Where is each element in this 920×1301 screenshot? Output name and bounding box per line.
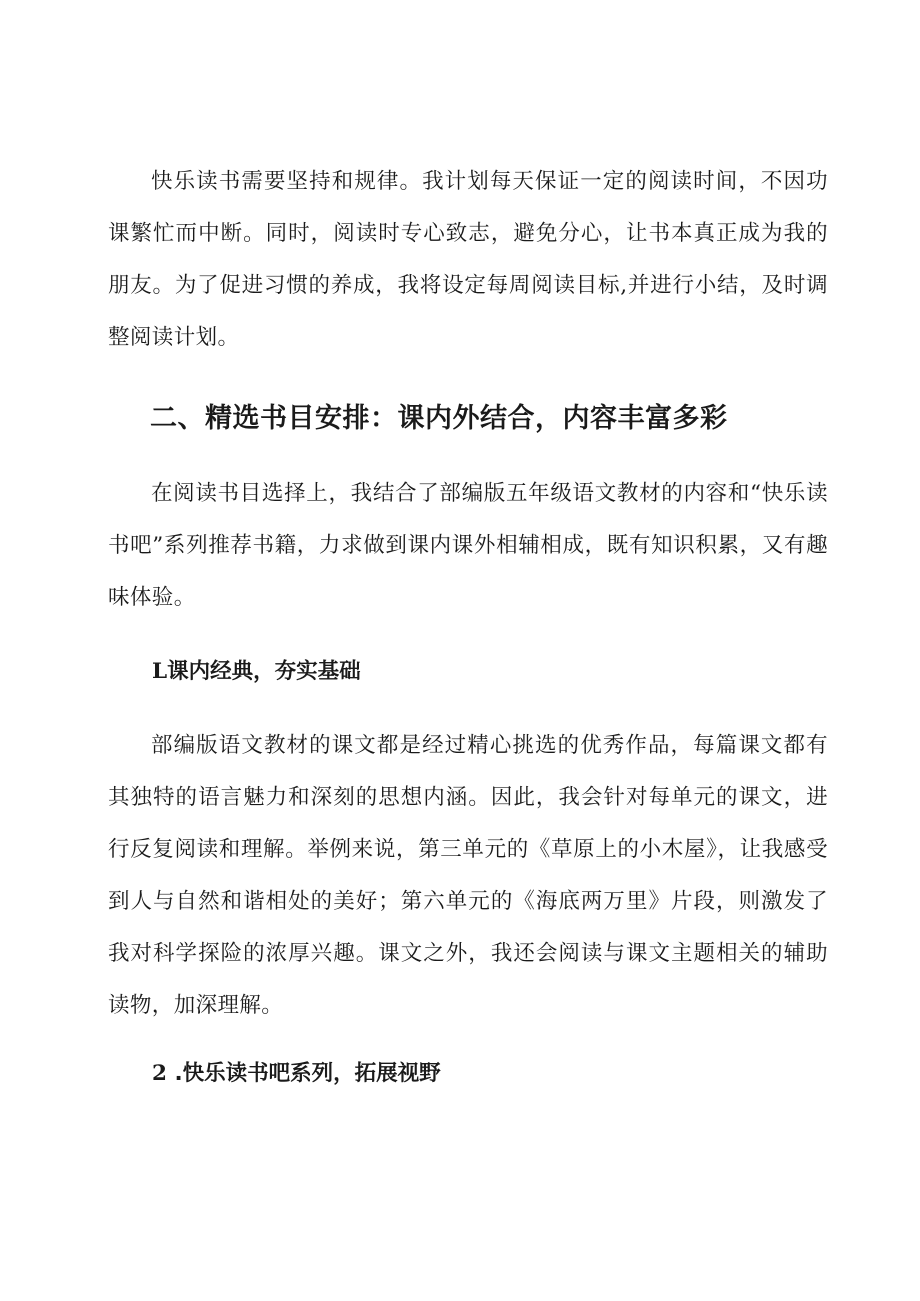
subsection-number: L <box>152 659 168 684</box>
subsection-number: 2 <box>152 1061 167 1086</box>
subsection-title-happy-reading-series <box>152 1059 441 1089</box>
subsection-title-text: .快乐读书吧系列，拓展视野 <box>166 1061 441 1086</box>
paragraph-textbook-classics: 部编版语文教材的课文都是经过精心挑选的优秀作品，每篇课文都有其独特的语言魅力和深刻的思想内涵。因此，我会针对每单元的课文，进行反复阅读和理解。举例来说，第三单元的《草原上的小木屋》，让我感受到人与自然和谐相处的美好；第六单元的《海底两万里》片段，则激发了我对科学探险的浓厚兴趣。课文之外，我还会阅读与课文主题相关的辅助读物，加深理解。 <box>108 733 828 1018</box>
paragraph-book-selection: 在阅读书目选择上，我结合了部编版五年级语文教材的内容和“快乐读书吧”系列推荐书籍，力求做到课内课外相辅相成，既有知识积累，又有趣味体验。 <box>108 481 828 610</box>
subsection-title-textbook-classics <box>152 657 361 687</box>
section-title-book-selection: 二、精选书目安排：课内外结合，内容丰富多彩 <box>150 403 728 434</box>
paragraph-reading-habit: 快乐读书需要坚持和规律。我计划每天保证一定的阅读时间，不因功课繁忙而中断。同时，阅读时专心致志，避免分心，让书本真正成为我的朋友。为了促进习惯的养成，我将设定每周阅读目标,并进行小结，及时调整阅读计划。 <box>108 169 828 350</box>
subsection-title-text: 课内经典，夯实基础 <box>167 659 361 684</box>
